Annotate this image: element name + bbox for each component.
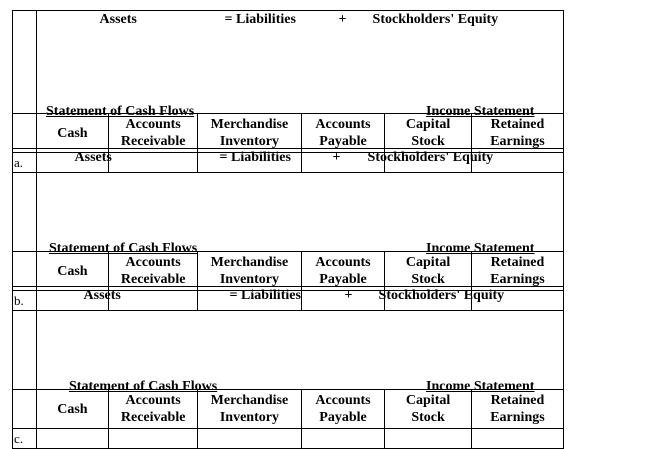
liabilities-label: = Liabilities (224, 12, 296, 27)
equation-row (13, 149, 564, 252)
section-c (12, 286, 564, 449)
plus-sign: + (338, 12, 347, 27)
col-accounts-receivable: Accounts Receivable (109, 114, 198, 153)
col-retained-earnings: Retained Earnings (471, 390, 563, 429)
col-accounts-payable: Accounts Payable (301, 114, 384, 153)
col-merchandise-inventory: Merchandise Inventory (198, 114, 302, 153)
income-statement-label: Income Statement (426, 104, 535, 119)
plus-sign: + (332, 150, 341, 165)
col-accounts-payable: Accounts Payable (301, 252, 384, 291)
col-merchandise-inventory: Merchandise Inventory (198, 390, 302, 429)
assets-label: Assets (74, 150, 112, 165)
blank-cell (13, 252, 37, 291)
equity-label: Stockholders' Equity (372, 12, 499, 27)
col-capital-stock: Capital Stock (385, 114, 472, 153)
accounts-receivable-entry-cell[interactable] (109, 429, 198, 449)
column-header-row (13, 252, 564, 291)
income-statement-label: Income Statement (426, 241, 535, 256)
capital-stock-entry-cell[interactable] (385, 429, 472, 449)
col-cash: Cash (36, 252, 109, 291)
blank-cell (13, 11, 37, 114)
col-accounts-payable: Accounts Payable (301, 390, 384, 429)
income-statement-label: Income Statement (426, 379, 535, 394)
assets-label: Assets (99, 12, 137, 27)
col-cash: Cash (36, 390, 109, 429)
cash-entry-cell[interactable] (36, 429, 109, 449)
blank-cell (13, 390, 37, 429)
row-letter: a. (13, 153, 37, 173)
statement-of-cash-flows-label: Statement of Cash Flows (69, 379, 218, 394)
accounting-table-c (12, 286, 564, 449)
col-accounts-receivable: Accounts Receivable (109, 252, 198, 291)
equation-row (13, 11, 564, 114)
col-retained-earnings: Retained Earnings (471, 252, 563, 291)
retained-earnings-entry-cell[interactable] (471, 429, 563, 449)
equation-row (13, 287, 564, 390)
row-letter: b. (13, 291, 37, 311)
accounts-payable-entry-cell[interactable] (301, 429, 384, 449)
equation-header (36, 149, 563, 252)
liabilities-label: = Liabilities (219, 150, 291, 165)
blank-cell (13, 287, 37, 390)
entry-row (13, 429, 564, 449)
blank-cell (13, 149, 37, 252)
equity-label: Stockholders' Equity (378, 288, 505, 303)
col-merchandise-inventory: Merchandise Inventory (198, 252, 302, 291)
col-capital-stock: Capital Stock (385, 252, 472, 291)
statement-of-cash-flows-label: Statement of Cash Flows (49, 241, 198, 256)
blank-cell (13, 114, 37, 153)
row-letter: c. (13, 429, 37, 449)
col-retained-earnings: Retained Earnings (471, 114, 563, 153)
col-capital-stock: Capital Stock (385, 390, 472, 429)
plus-sign: + (344, 288, 353, 303)
liabilities-label: = Liabilities (229, 288, 301, 303)
column-header-row (13, 390, 564, 429)
statement-of-cash-flows-label: Statement of Cash Flows (46, 104, 195, 119)
col-accounts-receivable: Accounts Receivable (109, 390, 198, 429)
equation-header (36, 287, 563, 390)
inventory-entry-cell[interactable] (198, 429, 302, 449)
col-cash: Cash (36, 114, 109, 153)
assets-label: Assets (83, 288, 121, 303)
equity-label: Stockholders' Equity (367, 150, 494, 165)
equation-header (36, 11, 563, 114)
